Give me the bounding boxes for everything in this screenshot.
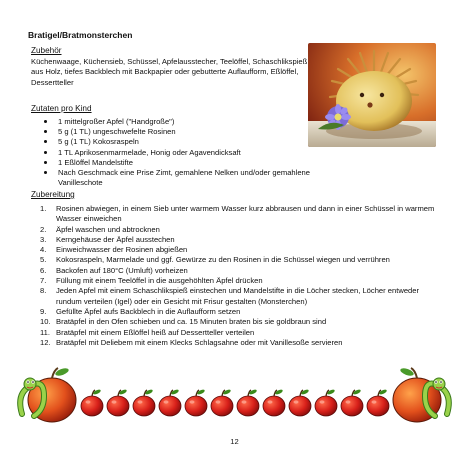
small-apple-row-icon <box>81 389 389 416</box>
ingredient-text: 1 TL Aprikosenmarmelade, Honig oder Agavendicksaft <box>58 147 241 157</box>
step-number: 1. <box>40 204 47 213</box>
small-apple-icon <box>341 389 363 416</box>
step-text: Backofen auf 180°C (Umluft) vorheizen <box>56 265 188 275</box>
step-text: Rosinen abwiegen, in einem Sieb unter warmem Wasser kurz abbrausen und dann in einer Schüssel in warmem Wasser einweichen <box>56 204 435 224</box>
bullet-icon <box>44 151 47 154</box>
list-item <box>44 168 344 188</box>
ingredient-text: 1 Eßlöffel Mandelstifte <box>58 157 133 167</box>
small-apple-icon <box>133 389 155 416</box>
small-apple-icon <box>185 389 207 416</box>
list-item <box>44 127 344 137</box>
ingredients-heading: Zutaten pro Kind <box>31 104 92 113</box>
list-item <box>44 117 344 127</box>
utensils-text: Küchenwaage, Küchensieb, Schüssel, Apfelausstecher, Teelöffel, Schaschlikspieß aus Holz, tiefes Backblech mit Backpapier oder gebutterte Auflaufform, Eßlöffel, Dessertteller <box>31 57 308 87</box>
step-text: Einweichwasser der Rosinen abgießen <box>56 245 188 255</box>
step-text: Jeden Apfel mit einem Schaschlikspieß einstechen und Mandelstifte in die Löcher stecken, Löcher entweder rundum verteilen (Igel) oder ein Gesicht mit Frisur gestalten (Monsterchen) <box>56 286 420 306</box>
list-item <box>40 328 440 338</box>
preparation-heading: Zubereitung <box>31 190 75 199</box>
list-item <box>44 137 344 147</box>
ingredient-text: 1 mittelgroßer Apfel ("Handgroße") <box>58 117 175 126</box>
step-text: Kerngehäuse der Äpfel ausstechen <box>56 234 175 244</box>
list-item <box>40 338 440 348</box>
page-number: 12 <box>230 437 239 446</box>
small-apple-icon <box>81 389 103 416</box>
step-number: 5. <box>40 255 47 265</box>
list-item <box>40 266 440 276</box>
list-item <box>40 204 440 225</box>
step-number: 6. <box>40 265 47 275</box>
small-apple-icon <box>263 389 285 416</box>
list-item <box>40 225 440 235</box>
bullet-icon <box>44 120 47 123</box>
step-number: 2. <box>40 224 47 234</box>
step-number: 10. <box>40 317 51 327</box>
list-item <box>40 317 440 327</box>
ingredient-list <box>44 117 344 188</box>
step-text: Gefüllte Äpfel aufs Backblech in die Auflaufform setzen <box>56 306 241 316</box>
list-item <box>44 158 344 168</box>
step-number: 3. <box>40 234 47 244</box>
list-item <box>40 255 440 265</box>
list-item <box>44 148 344 158</box>
recipe-title: Bratigel/Bratmonsterchen <box>28 30 133 40</box>
step-text: Füllung mit einem Teelöffel in die ausgehöhlten Äpfel drücken <box>56 276 263 286</box>
ingredient-text: 5 g (1 TL) Kokosraspeln <box>58 137 139 147</box>
preparation-steps <box>40 204 440 348</box>
list-item <box>40 235 440 245</box>
small-apple-icon <box>211 389 233 416</box>
list-item <box>40 307 440 317</box>
step-number: 7. <box>40 276 47 286</box>
small-apple-icon <box>237 389 259 416</box>
small-apple-icon <box>367 389 389 416</box>
utensils-heading: Zubehör <box>31 46 62 55</box>
apples-and-worms-icon <box>0 360 469 430</box>
step-text: Äpfel waschen und abtrocknen <box>56 224 160 234</box>
list-item <box>40 286 440 307</box>
step-number: 11. <box>40 327 50 337</box>
left-big-apple-icon <box>20 367 76 422</box>
list-item <box>40 276 440 286</box>
step-text: Bratäpfel in den Ofen schieben und ca. 15 Minuten braten bis sie goldbraun sind <box>56 317 327 327</box>
right-big-apple-icon <box>393 367 449 422</box>
step-text: Kokosraspeln, Marmelade und ggf. Gewürze zu den Rosinen in die Schüssel wiegen und verrühren <box>56 255 390 265</box>
step-number: 12. <box>40 337 51 347</box>
small-apple-icon <box>289 389 311 416</box>
ingredient-text: Nach Geschmack eine Prise Zimt, gemahlene Nelken und/oder gemahlene Vanilleschote <box>58 168 310 188</box>
step-text: Bratäpfel mit Deliebem mit einem Klecks Schlagsahne oder mit Vanillesoße servieren <box>56 337 343 347</box>
ingredient-text: 5 g (1 TL) ungeschwefelte Rosinen <box>58 127 176 137</box>
list-item <box>40 245 440 255</box>
bullet-icon <box>44 140 47 143</box>
small-apple-icon <box>107 389 129 416</box>
bullet-icon <box>44 171 47 174</box>
step-number: 9. <box>40 306 47 316</box>
bullet-icon <box>44 161 47 164</box>
bullet-icon <box>44 130 47 133</box>
small-apple-icon <box>159 389 181 416</box>
step-number: 8. <box>40 286 47 296</box>
small-apple-icon <box>315 389 337 416</box>
step-number: 4. <box>40 245 47 255</box>
step-text: Bratäpfel mit einem Eßlöffel heiß auf Dessertteller verteilen <box>56 327 255 337</box>
